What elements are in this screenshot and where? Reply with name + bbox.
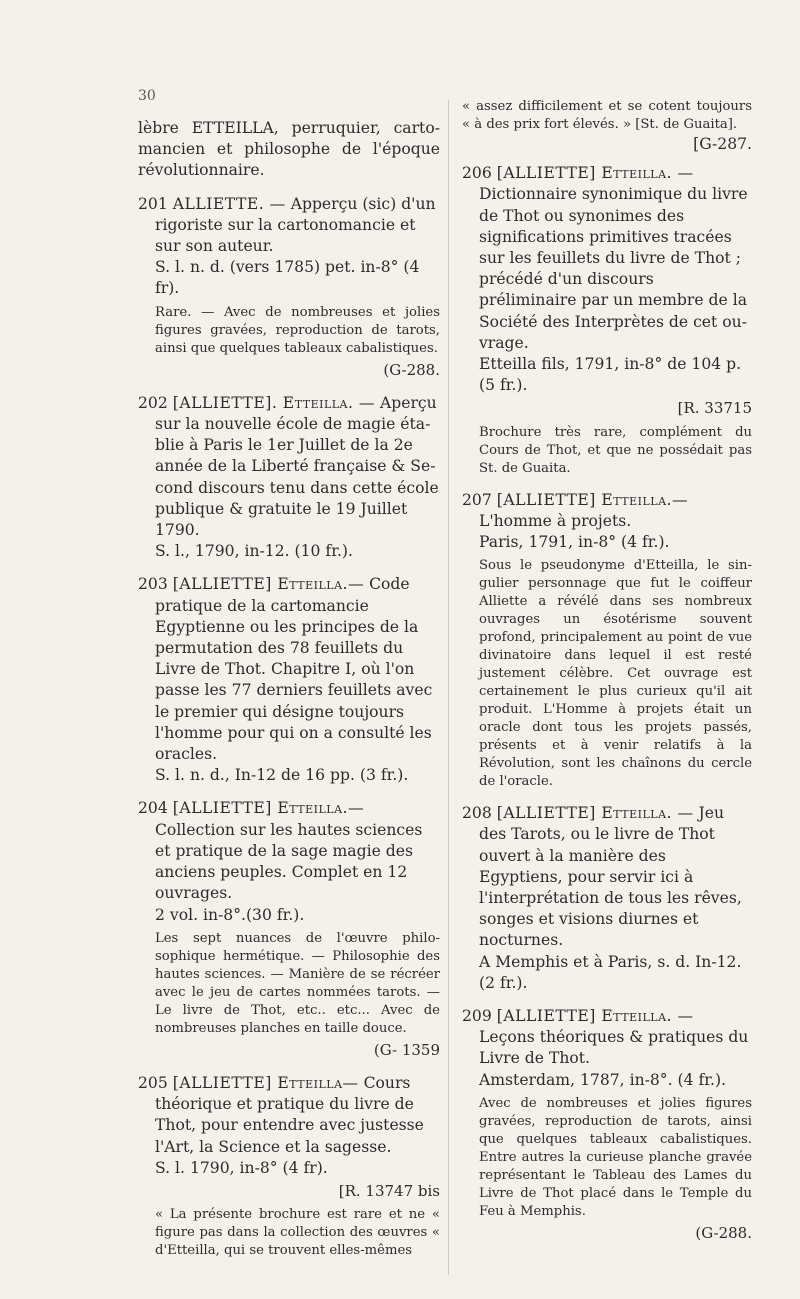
entry-205 bbox=[138, 1073, 440, 1260]
entry-head: [ALLIETTE] Etteilla.— bbox=[172, 575, 365, 594]
quote-reference: [G-287. bbox=[693, 135, 752, 153]
entry-reference: (G- 1359 bbox=[373, 1040, 440, 1059]
entry-203 bbox=[138, 574, 440, 786]
quote-continuation: « assez difficilement et se cotent toujours « à des prix fort élevés. » [St. de Guaita]. bbox=[462, 99, 752, 132]
entry-quote: « La présente brochure est rare et ne « figure pas dans la collection des œuvres « d'Etteilla, qui se trouvent elles-mêmes bbox=[155, 1207, 440, 1259]
entry-publication: S. l. 1790, in-8° (4 fr). bbox=[155, 1158, 328, 1177]
entry-note: Brochure très rare, complément du Cours de Thot, et que ne possédait pas St. de Guaita. bbox=[479, 424, 752, 476]
entry-204 bbox=[138, 798, 440, 1060]
entry-publication: S. l. n. d. (vers 1785) pet. in-8° (4 fr). bbox=[155, 258, 420, 298]
left-column bbox=[138, 118, 440, 1272]
entry-number: 208 bbox=[462, 804, 492, 823]
entry-publication: S. l., 1790, in-12. (10 fr.). bbox=[155, 542, 353, 561]
entry-publication: Amsterdam, 1787, in-8°. (4 fr.). bbox=[479, 1070, 726, 1089]
entry-note: Les sept nuances de l'œuvre philosophique hermétique. — Philosophie des hautes sciences. — Manière de se récréer avec le jeu de cartes nommées tarots. — Le livre de Thot, etc.. etc... Avec de nombreuses planches en taille douce. bbox=[155, 930, 440, 1036]
entry-title: Jeu des Tarots, ou le livre de Thot ouvert à la manière des Egyptiens, pour servir ici à l'interprétation de tous les rêves, songes et visions diurnes et nocturnes. bbox=[479, 804, 742, 950]
entry-publication: Paris, 1791, in-8° (4 fr.). bbox=[479, 533, 670, 552]
entry-208 bbox=[462, 803, 752, 994]
entry-head: [ALLIETTE] Etteilla— bbox=[172, 1073, 359, 1092]
entry-publication: A Memphis et à Paris, s. d. In-12. (2 fr.). bbox=[479, 952, 742, 992]
entry-number: 207 bbox=[462, 490, 492, 509]
entry-note: Avec de nombreuses et jolies figures gravées, reproduction de tarots, ainsi que quelques tableaux cabalistiques. Entre autres la curieuse planche gravée représentant le Tableau des Lames du Livre de Thot placé dans le Temple du Feu à Memphis. bbox=[479, 1095, 752, 1219]
entry-title: Aperçu sur la nouvelle école de magie établie à Paris le 1er Juillet de la 2e année de la Liberté française & Second discours tenu dans cette école publique & gratuite le 19 Juillet 1790. bbox=[155, 393, 439, 540]
entry-title: Dictionnaire synonimique du livre de Thot ou synonimes des significations primitives tracées sur les feuillets du livre de Thot ; précédé d'un discours préliminaire par un membre de la Société des Interprètes de cet ouvrage. bbox=[479, 185, 748, 352]
page-number: 30 bbox=[138, 88, 156, 104]
entry-head: [ALLIETTE] Etteilla. — bbox=[496, 164, 694, 183]
entry-number: 201 bbox=[138, 194, 168, 213]
entry-reference: (G-288. bbox=[695, 1223, 752, 1242]
continuation-text: lèbre ETTEILLA, perruquier, cartomancien et philosophe de l'époque révolutionnaire. bbox=[138, 119, 440, 180]
entry-title: L'homme à projets. bbox=[479, 511, 632, 530]
entry-reference: [R. 33715 bbox=[677, 399, 752, 418]
right-column bbox=[462, 98, 752, 1256]
entry-202 bbox=[138, 393, 440, 563]
entry-note: Sous le pseudonyme d'Etteilla, le singulier personnage que fut le coiffeur Alliette a révélé dans ses nombreux ouvrages un ésotérisme souvent profond, principalement au point de vue divinatoire dans lequel il est resté justement célèbre. Cet ouvrage est certainement le plus curieux qu'il ait produit. L'Homme à projets était un oracle dont tous les projets passés, présents et à venir relatifs à la Révolution, sont les chaînons du cercle de l'oracle. bbox=[479, 558, 752, 790]
entry-reference: (G-288. bbox=[383, 360, 440, 379]
entry-publication: Etteilla fils, 1791, in-8° de 104 p. (5 fr.). bbox=[479, 355, 742, 395]
entry-head: [ALLIETTE] Etteilla. — bbox=[496, 1007, 694, 1026]
entry-head: [ALLIETTE]. Etteilla. — bbox=[172, 393, 376, 412]
entry-206 bbox=[462, 163, 752, 477]
entry-number: 203 bbox=[138, 575, 168, 594]
entry-head: [ALLIETTE] Etteilla. — bbox=[496, 804, 694, 823]
entry-title: Leçons théoriques & pratiques du Livre de Thot. bbox=[479, 1028, 749, 1068]
entry-title: Collection sur les hautes sciences et pratique de la sage magie des anciens peuples. Complet en 12 ouvrages. bbox=[155, 820, 423, 903]
entry-number: 204 bbox=[138, 799, 168, 818]
entry-publication: 2 vol. in-8°.(30 fr.). bbox=[155, 905, 305, 924]
entry-title: Code pratique de la cartomancie Egyptienne ou les principes de la permutation des 78 feuillets du Livre de Thot. Chapitre I, où l'on passe les 77 derniers feuillets avec le premier qui désigne toujours l'homme pour qui on a consulté les oracles. bbox=[155, 575, 433, 764]
entry-publication: S. l. n. d., In-12 de 16 pp. (3 fr.). bbox=[155, 766, 409, 785]
entry-title: Apperçu (sic) d'un rigoriste sur la cartonomancie et sur son auteur. bbox=[155, 194, 436, 256]
entry-head: ALLIETTE. — bbox=[172, 194, 286, 213]
entry-209 bbox=[462, 1006, 752, 1244]
entry-title: Cours théorique et pratique du livre de Thot, pour entendre avec justesse l'Art, la Science et la sagesse. bbox=[155, 1073, 424, 1156]
entry-note: Rare. — Avec de nombreuses et jolies figures gravées, reproduction de tarots, ainsi que quelques tableaux cabalistiques. bbox=[155, 304, 440, 356]
entry-number: 209 bbox=[462, 1007, 492, 1026]
column-divider bbox=[448, 100, 449, 1275]
entry-head: [ALLIETTE] Etteilla.— bbox=[496, 490, 689, 509]
entry-head: [ALLIETTE] Etteilla.— bbox=[172, 799, 365, 818]
entry-reference: [R. 13747 bis bbox=[338, 1181, 440, 1200]
entry-207 bbox=[462, 490, 752, 792]
entry-number: 202 bbox=[138, 393, 168, 412]
entry-number: 206 bbox=[462, 164, 492, 183]
entry-number: 205 bbox=[138, 1073, 168, 1092]
entry-201 bbox=[138, 194, 440, 381]
